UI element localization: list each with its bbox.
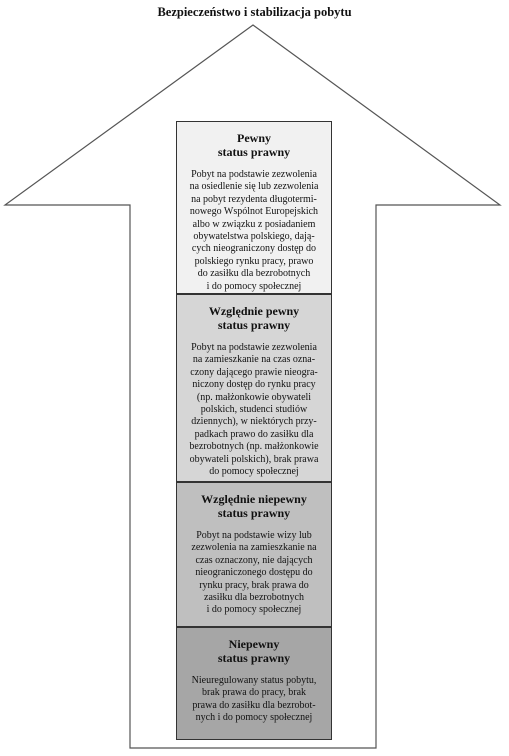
status-box-insecure [176, 627, 332, 740]
status-box-title: Względnie pewny status prawny [208, 304, 300, 332]
status-box-title: Niepewny status prawny [217, 637, 291, 665]
status-box-description: Pobyt na podstawie zezwolenia na zamieszkanie na czas ozna- czony dającego prawie nieogra- niczony dostęp do rynku pracy (np. małżonkowie obywateli polskich, studenci studiów dziennych), w niektórych przy- padkach prawo do zasiłku dla bezrobotnych (np. małżonkowie obywateli polskich), brak prawa do pomocy społecznej [189, 342, 319, 478]
status-box-title: Względnie niepewny status prawny [201, 492, 307, 520]
status-box-secure [176, 121, 332, 294]
status-box-title: Pewny status prawny [217, 131, 291, 159]
status-box-description: Pobyt na podstawie zezwolenia na osiedlenie się lub zezwolenia na pobyt rezydenta długotermi- nowego Wspólnot Europejskich albo w związku z posiadaniem obywatelstwa polskiego, dają- cych nieograniczony dostęp do polskiego rynku pracy, prawo do zasiłku dla bezrobotnych i do pomocy społecznej [189, 169, 319, 292]
status-box-description: Nieuregulowany status pobytu, brak prawa do pracy, brak prawa do zasiłku dla bezrobot- nych i do pomocy społecznej [191, 675, 317, 724]
status-box-description: Pobyt na podstawie wizy lub zezwolenia na zamieszkanie na czas oznaczony, nie dających nieograniczonego dostępu do rynku pracy, brak prawa do zasiłku dla bezrobotnych i do pomocy społecznej [191, 530, 317, 616]
status-box-relatively-secure [176, 294, 332, 482]
diagram-title: Bezpieczeństwo i stabilizacja pobytu [157, 5, 352, 19]
status-box-relatively-insecure [176, 482, 332, 627]
